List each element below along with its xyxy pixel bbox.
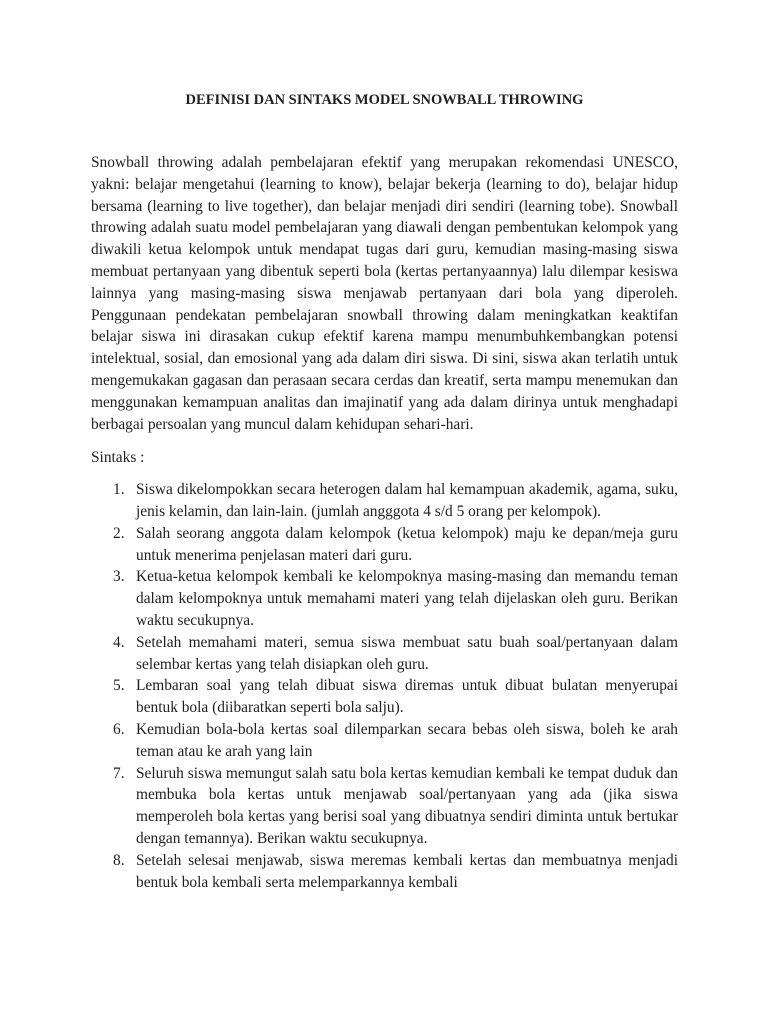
- list-item: [91, 566, 678, 631]
- list-item-number: 1.: [113, 481, 125, 499]
- document-page: [91, 88, 678, 893]
- sintaks-list: [91, 479, 678, 893]
- list-item: [91, 763, 678, 850]
- list-item-text: Setelah selesai menjawab, siswa meremas kembali kertas dan membuatnya menjadi bentuk bola kembali serta melemparkannya kembali: [136, 851, 678, 891]
- list-item-text: Lembaran soal yang telah dibuat siswa diremas untuk dibuat bulatan menyerupai bentuk bola (diibaratkan seperti bola salju).: [136, 677, 678, 717]
- intro-paragraph: Snowball throwing adalah pembelajaran efektif yang merupakan rekomendasi UNESCO, yakni: belajar mengetahui (learning to know), belajar bekerja (learning to do), belajar hidup bersama (learning to live together), dan belajar menjadi diri sendiri (learning tobe). Snowball throwing adalah suatu model pembelajaran yang diawali dengan pembentukan kelompok yang diwakili ketua kelompok untuk mendapat tugas dari guru, kemudian masing-masing siswa membuat pertanyaan yang dibentuk seperti bola (kertas pertanyaannya) lalu dilempar kesiswa lainnya yang masing-masing siswa menjawab pertanyaan dari bola yang diperoleh. Penggunaan pendekatan pembelajaran snowball throwing dalam meningkatkan keaktifan belajar siswa ini dirasakan cukup efektif karena mampu menumbuhkembangkan potensi intelektual, sosial, dan emosional yang ada dalam diri siswa. Di sini, siswa akan terlatih untuk mengemukakan gagasan dan perasaan secara cerdas dan kreatif, serta mampu menemukan dan menggunakan kemampuan analitas dan imajinatif yang ada dalam dirinya untuk menghadapi berbagai persoalan yang muncul dalam kehidupan sehari-hari.: [91, 154, 678, 433]
- list-item: [91, 479, 678, 523]
- sintaks-heading: Sintaks :: [91, 449, 145, 467]
- list-item-number: 4.: [113, 633, 125, 651]
- list-item-text: Siswa dikelompokkan secara heterogen dalam hal kemampuan akademik, agama, suku, jenis kelamin, dan lain-lain. (jumlah angggota 4 s/d 5 orang per kelompok).: [136, 481, 678, 520]
- list-item-number: 5.: [113, 677, 125, 695]
- list-item-text: Kemudian bola-bola kertas soal dilemparkan secara bebas oleh siswa, boleh ke arah teman atau ke arah yang lain: [136, 720, 678, 760]
- list-item-text: Ketua-ketua kelompok kembali ke kelompoknya masing-masing dan memandu teman dalam kelompoknya untuk memahami materi yang telah dijelaskan oleh guru. Berikan waktu secukupnya.: [136, 568, 678, 629]
- list-item-text: Salah seorang anggota dalam kelompok (ketua kelompok) maju ke depan/meja guru untuk menerima penjelasan materi dari guru.: [136, 524, 678, 564]
- list-item-number: 8.: [113, 851, 125, 869]
- list-item-number: 2.: [113, 524, 125, 542]
- list-item: [91, 850, 678, 894]
- list-item-number: 7.: [113, 764, 125, 782]
- list-item: [91, 632, 678, 676]
- list-item: [91, 523, 678, 567]
- document-title: DEFINISI DAN SINTAKS MODEL SNOWBALL THROWING: [185, 92, 584, 108]
- list-item-text: Seluruh siswa memungut salah satu bola kertas kemudian kembali ke tempat duduk dan membuka bola kertas untuk menjawab soal/pertanyaan yang ada (jika siswa memperoleh bola kertas yang berisi soal yang dibuatnya sendiri diminta untuk bertukar dengan temannya). Berikan waktu secukupnya.: [136, 764, 678, 847]
- list-item-number: 6.: [113, 720, 125, 738]
- list-item-number: 3.: [113, 568, 125, 586]
- list-item-text: Setelah memahami materi, semua siswa membuat satu buah soal/pertanyaan dalam selembar kertas yang telah disiapkan oleh guru.: [136, 633, 678, 673]
- list-item: [91, 675, 678, 719]
- list-item: [91, 719, 678, 763]
